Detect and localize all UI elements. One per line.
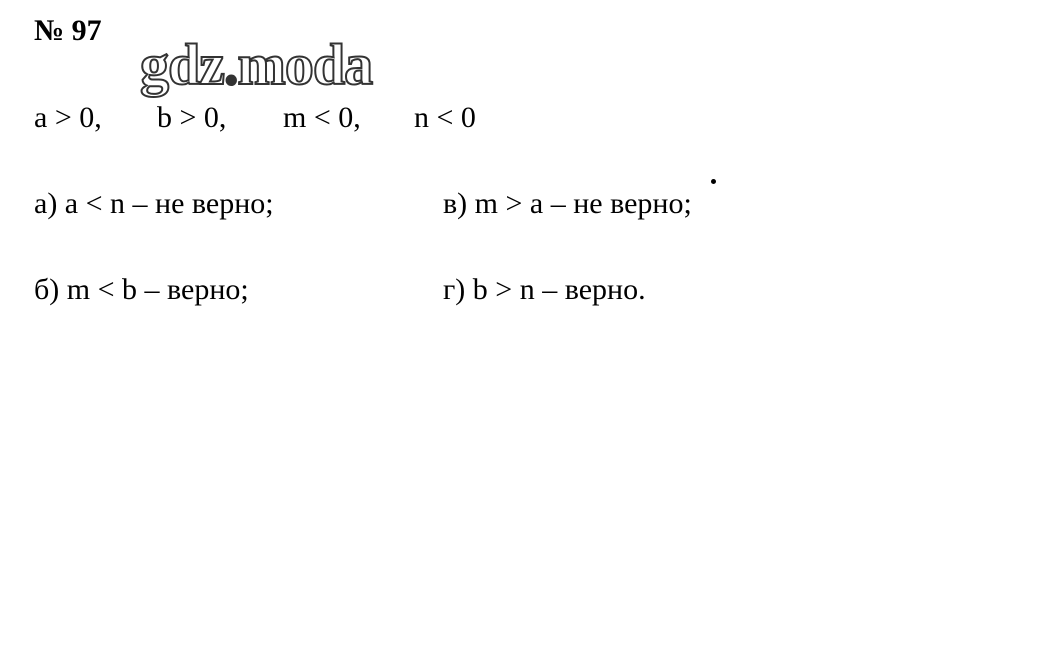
watermark-dot: . (224, 32, 238, 97)
answer-v: в) m > a – не верно; (443, 187, 692, 220)
condition-b: b > 0, (157, 101, 227, 134)
problem-number: № 97 (34, 14, 102, 47)
watermark-logo (140, 30, 372, 100)
stray-dot (711, 179, 716, 184)
condition-m: m < 0, (283, 101, 361, 134)
answer-b: б) m < b – верно; (34, 273, 249, 306)
watermark-text-2: moda (237, 32, 373, 97)
answer-a: а) a < n – не верно; (34, 187, 274, 220)
answer-g: г) b > n – верно. (443, 273, 646, 306)
condition-n: n < 0 (414, 101, 476, 134)
condition-a: a > 0, (34, 101, 102, 134)
watermark-text: gdz (140, 32, 224, 97)
